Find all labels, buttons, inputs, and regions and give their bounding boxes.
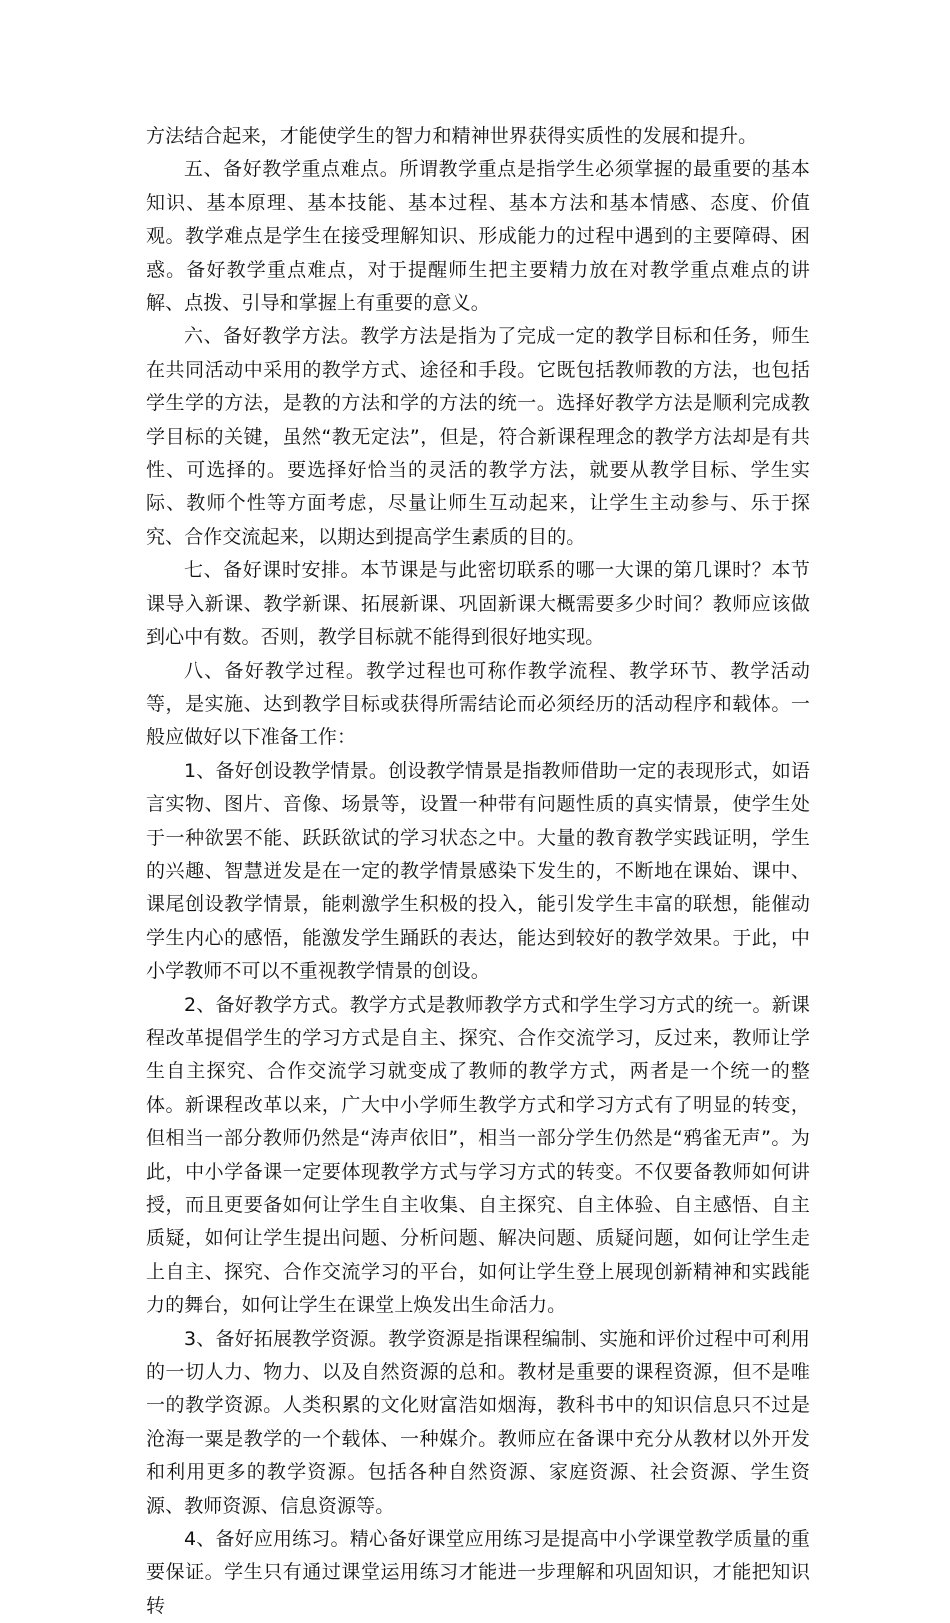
paragraph-continuation: 方法结合起来，才能使学生的智力和精神世界获得实质性的发展和提升。 <box>146 125 758 147</box>
paragraph-application-practice: 4、备好应用练习。精心备好课堂应用练习是提高中小学课堂教学质量的重要保证。学生只有通过课堂运用练习才能进一步理解和巩固知识，才能把知识转 <box>146 1528 810 1617</box>
paragraph-teaching-scenarios: 1、备好创设教学情景。创设教学情景是指教师借助一定的表现形式，如语言实物、图片、音像、场景等，设置一种带有问题性质的真实情景，使学生处于一种欲罢不能、跃跃欲试的学习状态之中。大量的教育教学实践证明，学生的兴趣、智慧迸发是在一定的教学情景感染下发生的，不断地在课始、课中、课尾创设教学情景，能刺激学生积极的投入，能引发学生丰富的联想，能催动学生内心的感悟，能激发学生踊跃的表达，能达到较好的教学效果。于此，中小学教师不可以不重视教学情景的创设。 <box>146 759 810 983</box>
paragraph-teaching-styles: 2、备好教学方式。教学方式是教师教学方式和学生学习方式的统一。新课程改革提倡学生的学习方式是自主、探究、合作交流学习，反过来，教师让学生自主探究、合作交流学习就变成了教师的教学方式，两者是一个统一的整体。新课程改革以来，广大中小学师生教学方式和学习方式有了明显的转变，但相当一部分教师仍然是“涛声依旧”，相当一部分学生仍然是“鸦雀无声”。为此，中小学备课一定要体现教学方式与学习方式的转变。不仅要备教师如何讲授，而且更要备如何让学生自主收集、自主探究、自主体验、自主感悟、自主质疑，如何让学生提出问题、分析问题、解决问题、质疑问题，如何让学生走上自主、探究、合作交流学习的平台，如何让学生登上展现创新精神和实践能力的舞台，如何让学生在课堂上焕发出生命活力。 <box>146 993 810 1317</box>
paragraph-teaching-process: 八、备好教学过程。教学过程也可称作教学流程、教学环节、教学活动等，是实施、达到教学目标或获得所需结论而必须经历的活动程序和载体。一般应做好以下准备工作： <box>146 659 810 749</box>
paragraph-key-difficult-points: 五、备好教学重点难点。所谓教学重点是指学生必须掌握的最重要的基本知识、基本原理、基本技能、基本过程、基本方法和基本情感、态度、价值观。教学难点是学生在接受理解知识、形成能力的过程中遇到的主要障碍、困惑。备好教学重点难点，对于提醒师生把主要精力放在对教学重点难点的讲解、点拨、引导和掌握上有重要的意义。 <box>146 158 810 315</box>
paragraph-teaching-methods: 六、备好教学方法。教学方法是指为了完成一定的教学目标和任务，师生在共同活动中采用的教学方式、途径和手段。它既包括教师教的方法，也包括学生学的方法，是教的方法和学的方法的统一。选择好教学方法是顺利完成教学目标的关键，虽然“教无定法”，但是，符合新课程理念的教学方法却是有共性、可选择的。要选择好恰当的灵活的教学方法，就要从教学目标、学生实际、教师个性等方面考虑，尽量让师生互动起来，让学生主动参与、乐于探究、合作交流起来，以期达到提高学生素质的目的。 <box>146 325 810 548</box>
paragraph-class-hours: 七、备好课时安排。本节课是与此密切联系的哪一大课的第几课时？本节课导入新课、教学新课、拓展新课、巩固新课大概需要多少时间？教师应该做到心中有数。否则，教学目标就不能得到很好地实现。 <box>146 559 810 649</box>
document-body <box>146 120 810 1623</box>
paragraph-teaching-resources: 3、备好拓展教学资源。教学资源是指课程编制、实施和评价过程中可利用的一切人力、物力、以及自然资源的总和。教材是重要的课程资源，但不是唯一的教学资源。人类积累的文化财富浩如烟海，教科书中的知识信息只不过是沧海一粟是教学的一个载体、一种媒介。教师应在备课中充分从教材以外开发和利用更多的教学资源。包括各种自然资源、家庭资源、社会资源、学生资源、教师资源、信息资源等。 <box>146 1327 810 1517</box>
